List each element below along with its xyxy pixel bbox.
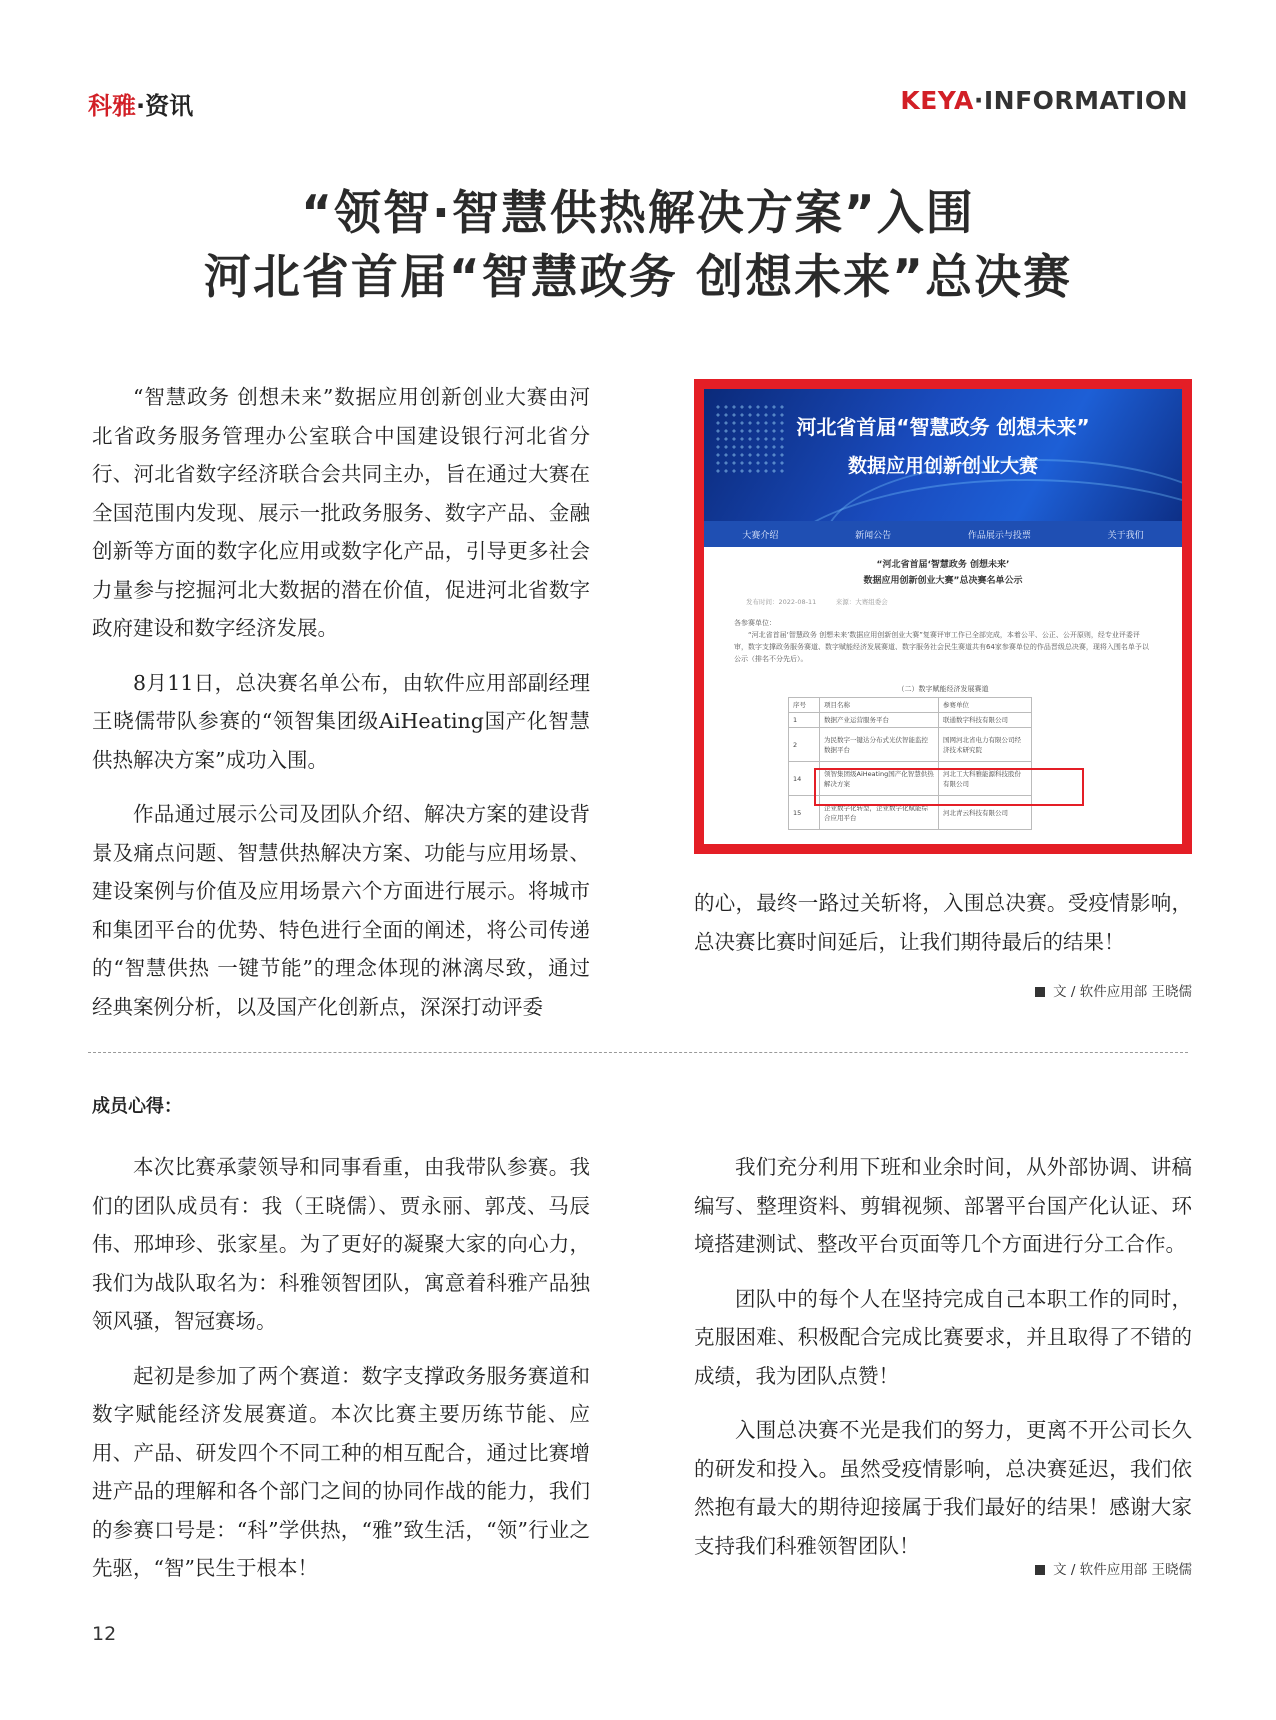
section-divider [88,1052,1188,1053]
table-cell: 1 [789,713,820,728]
brand-logo-cn: 科雅·资讯 [88,92,194,120]
square-bullet-icon [1035,1565,1045,1575]
article-title-line2: 河北省首届“智慧政务 创想未来”总决赛 [203,250,1073,305]
article-title-line1: “领智·智慧供热解决方案”入围 [301,186,975,241]
table-cell: 联通数字科技有限公司 [939,713,1032,728]
notice-greeting: 各参赛单位： [734,619,776,627]
table-cell: 领智集团级AiHeating国产化智慧供热解决方案 [820,762,939,796]
finalist-table [788,697,1032,830]
table-cell: 14 [789,762,820,796]
table-header-cell: 项目名称 [820,698,939,713]
paragraph: 的心，最终一路过关斩将，入围总决赛。受疫情影响，总决赛比赛时间延后，让我们期待最后的结果！ [694,891,1192,954]
highlight-box [814,768,1084,806]
notice-title-line2: 数据应用创新创业大赛”总决赛名单公示 [863,576,1023,586]
table-cell: 河北工大科雅能源科技股份有限公司 [939,762,1032,796]
table-row [789,728,1032,762]
table-cell: 河北青云科技有限公司 [939,796,1032,830]
notice-category: （二）数字赋能经济发展赛道 [897,685,989,693]
paragraph: 入围总决赛不光是我们的努力，更离不开公司长久的研发和投入。虽然受疫情影响，总决赛延迟，我们依然抱有最大的期待迎接属于我们最好的结果！感谢大家支持我们科雅领智团队！ [694,1418,1192,1558]
table-cell: 企业数字化转型，企业数字化赋能综合应用平台 [820,796,939,830]
banner-title: 河北省首届“智慧政务 创想未来” [796,415,1090,439]
nav-item: 作品展示与投票 [967,530,1031,541]
nav-item: 关于我们 [1107,530,1144,541]
article-left-column [92,378,590,1042]
table-cell: 数据产业运营服务平台 [820,713,939,728]
notice-text: “河北省首届‘智慧政务 创想未来’数据应用创新创业大赛”复赛评审工作已全部完成，本着公平、公正、公开原则，经专业评委评审，数字支撑政务服务赛道、数字赋能经济发展赛道、数字服务社会民生赛道共有64家参赛单位的作品晋级总决赛，现将入围名单予以公示（排名不分先后）。 [734,631,1149,663]
page-number: 12 [92,1623,117,1645]
paragraph: 作品通过展示公司及团队介绍、解决方案的建设背景及痛点问题、智慧供热解决方案、功能与应用场景、建设案例与价值及应用场景六个方面进行展示。将城市和集团平台的优势、特色进行全面的阐述，将公司传递的“智慧供热 一键节能”的理念体现的淋漓尽致，通过经典案例分析，以及国产化创新点，深深打动评委 [92,802,590,1019]
table-cell: 为民数字一键达分布式光伏智能监控数据平台 [820,728,939,762]
article-right-column [694,884,1192,977]
article-credit: 文 / 软件应用部 王晓儒 [1035,980,1192,1000]
notice-meta: 发布时间：2022-08-11 来源：大赛组委会 [746,598,888,606]
paragraph: “智慧政务 创想未来”数据应用创新创业大赛由河北省政务服务管理办公室联合中国建设银行河北省分行、河北省数字经济联合会共同主办，旨在通过大赛在全国范围内发现、展示一批政务服务、数字产品、金融创新等方面的数字化应用或数字化产品，引导更多社会力量参与挖掘河北大数据的潜在价值，促进河北省数字政府建设和数字经济发展。 [92,385,590,640]
banner-subtitle: 数据应用创新创业大赛 [847,455,1038,477]
announcement-screenshot [694,379,1192,854]
square-bullet-icon [1035,987,1045,997]
table-header-cell: 序号 [789,698,820,713]
paragraph: 团队中的每个人在坚持完成自己本职工作的同时，克服困难、积极配合完成比赛要求，并且取得了不错的成绩，我为团队点赞！ [694,1286,1192,1388]
nav-item: 新闻公告 [855,530,892,541]
paragraph: 起初是参加了两个赛道：数字支撑政务服务赛道和数字赋能经济发展赛道。本次比赛主要历练节能、应用、产品、研发四个不同工种的相互配合，通过比赛增进产品的理解和各个部门之间的协同作战的能力，我们的参赛口号是：“科”学供热，“雅”致生活，“领”行业之先驱，“智”民生于根本！ [92,1363,590,1580]
competition-banner [704,389,1182,521]
site-nav [704,521,1182,547]
members-right-column [694,1148,1192,1581]
table-header-cell: 参赛单位 [939,698,1032,713]
notice-title-line1: “河北省首届‘智慧政务 创想未来’ [876,560,1010,570]
members-credit: 文 / 软件应用部 王晓儒 [1035,1558,1192,1578]
table-cell: 15 [789,796,820,830]
paragraph: 我们充分利用下班和业余时间，从外部协调、讲稿编写、整理资料、剪辑视频、部署平台国产化认证、环境搭建测试、整改平台页面等几个方面进行分工合作。 [694,1155,1192,1256]
nav-item: 大赛介绍 [742,530,779,541]
notice-body [734,617,1152,665]
paragraph: 本次比赛承蒙领导和同事看重，由我带队参赛。我们的团队成员有：我（王晓儒）、贾永丽、郭茂、马辰伟、邢坤珍、张家星。为了更好的凝聚大家的向心力，我们为战队取名为：科雅领智团队，寓意着科雅产品独领风骚，智冠赛场。 [92,1155,590,1333]
section-title: 成员心得： [92,1096,182,1117]
table-cell: 2 [789,728,820,762]
members-left-column [92,1148,590,1604]
brand-logo-en: KEYA·INFORMATION [900,86,1188,115]
paragraph: 8月11日，总决赛名单公布，由软件应用部副经理王晓儒带队参赛的“领智集团级AiHeating国产化智慧供热解决方案”成功入围。 [92,670,590,772]
table-header-row [789,698,1032,713]
table-cell: 国网河北省电力有限公司经济技术研究院 [939,728,1032,762]
table-row [789,713,1032,728]
